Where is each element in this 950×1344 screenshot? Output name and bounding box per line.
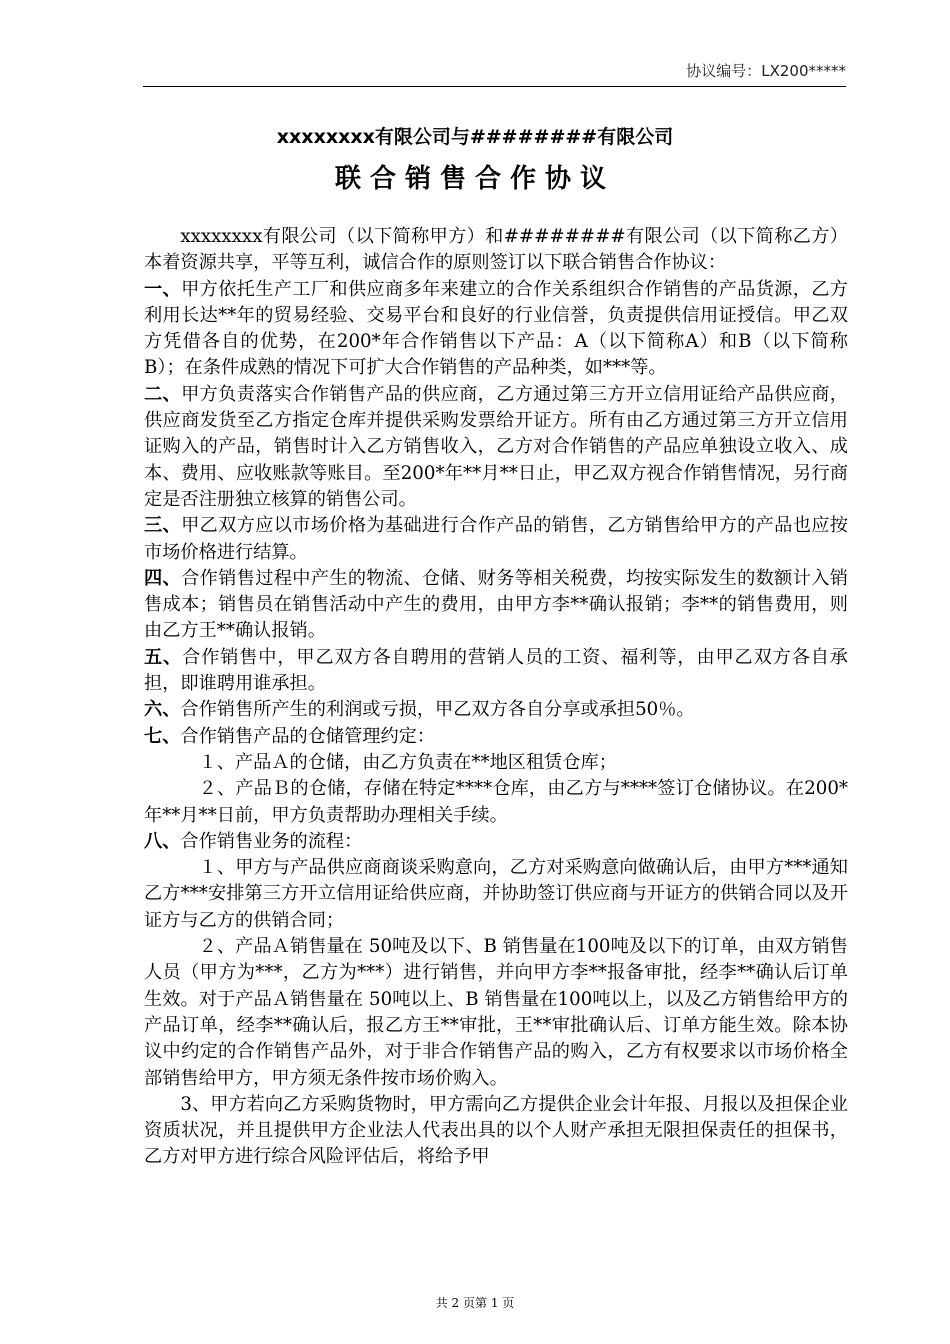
clause-number: 三、 [144,515,182,537]
clause-8 [144,829,848,855]
intro-paragraph: xxxxxxxx有限公司（以下简称甲方）和########有限公司（以下简称乙方）本着资源共享，平等互利，诚信合作的原则签订以下联合销售合作协议： [144,226,848,274]
clause-8-item-2: ２、产品Ａ销售量在 50吨及以下、B 销售量在100吨及以下的订单，由双方销售人员（甲方为***，乙方为***）进行销售，并向甲方李**报备审批，经李**确认后订单生效。对于产品Ａ销售量在 50吨以上、B 销售量在100吨以上，以及乙方销售给甲方的产品订单，经李**确认后，报乙方王**审批，王**审批确认后、订单方能生效。除本协议中约定的合作销售产品外，对于非合作销售产品的购入，乙方有权要求以市场价格全部销售给甲方，甲方须无条件按市场价购入。 [144,936,848,1089]
clause-text: 甲方负责落实合作销售产品的供应商，乙方通过第三方开立信用证给产品供应商，供应商发货至乙方指定仓库并提供采购发票给开证方。所有由乙方通过第三方开立信用证购入的产品，销售时计入乙方销售收入，乙方对合作销售的产品应单独设立收入、成本、费用、应收账款等账目。至200*年**月**日止，甲乙双方视合作销售情况，另行商定是否注册独立核算的销售公司。 [144,383,848,510]
clause-number: 六、 [144,699,181,721]
document-body [144,224,848,1171]
clause-6 [144,697,848,723]
clause-text: 合作销售中，甲乙双方各自聘用的营销人员的工资、福利等，由甲乙双方各自承担，即谁聘用谁承担。 [144,646,848,695]
document-parties-title: xxxxxxxx有限公司与########有限公司 [276,126,674,148]
clause-number: 八、 [144,830,181,852]
clause-text: 甲方依托生产工厂和供应商多年来建立的合作关系组织合作销售的产品货源，乙方利用长达**年的贸易经验、交易平台和良好的行业信誉，负责提供信用证授信。甲乙双方凭借各自的优势，在200*年合作销售以下产品：A（以下简称A）和B（以下简称B）；在条件成熟的情况下可扩大合作销售的产品种类，如***等。 [144,278,848,379]
page-footer: 共 2 页第 1 页 [435,1296,515,1310]
clause-text: 合作销售产品的仓储管理约定： [180,725,436,747]
clause-8-item-1: １、甲方与产品供应商商谈采购意向，乙方对采购意向做确认后，由甲方***通知乙方***安排第三方开立信用证给供应商，并协助签订供应商与开证方的供销合同以及开证方与乙方的供销合同； [144,857,848,931]
clause-3 [144,513,848,566]
clause-text: 合作销售业务的流程： [180,830,363,852]
agreement-number: 协议编号：LX200***** [686,62,846,80]
clause-text: 甲乙双方应以市场价格为基础进行合作产品的销售，乙方销售给甲方的产品也应按市场价格进行结算。 [144,515,848,563]
clause-8-item-3: 3、甲方若向乙方采购货物时，甲方需向乙方提供企业会计年报、月报以及担保企业资质状况，并且提供甲方企业法人代表出具的以个人财产承担无限担保责任的担保书，乙方对甲方进行综合风险评估后，将给予甲 [144,1093,848,1168]
clause-number: 四、 [144,567,182,589]
clause-number: 一、 [144,278,182,300]
document-title: 联合销售合作协议 [334,164,615,194]
clause-number: 七、 [144,725,181,747]
clause-7-item-2: ２、产品Ｂ的仓储，存储在特定****仓库，由乙方与****签订仓储协议。在200*年**月**日前，甲方负责帮助办理相关手续。 [144,778,848,826]
clause-number: 五、 [144,646,183,668]
clause-text: 合作销售过程中产生的物流、仓储、财务等相关税费，均按实际发生的数额计入销售成本；销售员在销售活动中产生的费用，由甲方李**确认报销；李**的销售费用，则由乙方王**确认报销。 [144,567,848,642]
clause-text: 合作销售所产生的利润或亏损，甲乙双方各自分享或承担50％。 [180,699,695,721]
header-divider [143,86,846,87]
clause-7 [144,724,848,750]
clause-2 [144,382,848,513]
clause-5 [144,645,848,698]
clause-number: 二、 [144,383,182,405]
clause-4 [144,566,848,645]
clause-7-item-1: １、产品Ａ的仓储，由乙方负责在**地区租赁仓库； [198,751,617,773]
clause-1 [144,277,848,382]
